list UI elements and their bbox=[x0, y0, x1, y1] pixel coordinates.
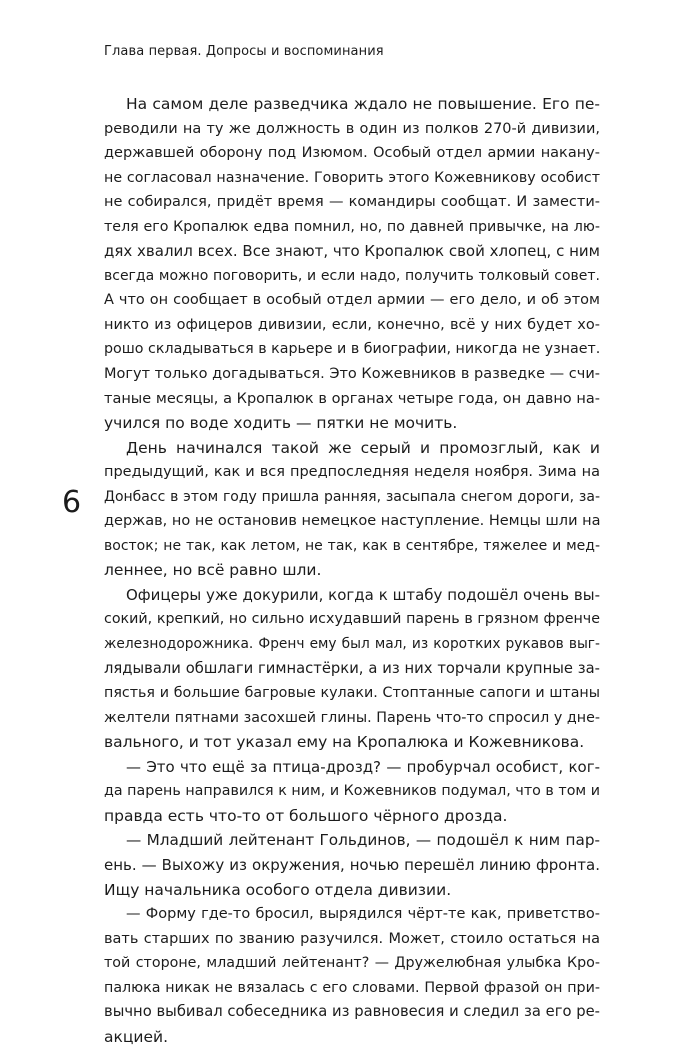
text-line: Донбасс в этом году пришла ранняя, засыпала снегом дороги, за- bbox=[104, 488, 600, 505]
text-line: Офицеры уже докурили, когда к штабу подошёл очень вы- bbox=[126, 585, 600, 604]
text-line: не собирался, придёт время — командиры сообщат. И замести- bbox=[104, 194, 600, 211]
text-line: правда есть что-то от большого чёрного дрозда. bbox=[104, 806, 508, 825]
text-line: ень. — Выхожу из окружения, ночью перешёл линию фронта. bbox=[104, 855, 600, 874]
text-line: сокий, крепкий, но сильно исхудавший парень в грязном френче bbox=[104, 611, 600, 628]
paragraph bbox=[104, 755, 600, 829]
text-line: рошо складываться в карьере и в биографии, никогда не узнает. bbox=[104, 341, 601, 358]
paragraph bbox=[104, 828, 600, 902]
text-line: учился по воде ходить — пятки не мочить. bbox=[104, 414, 458, 433]
text-line: предыдущий, как и вся предпоследняя неделя ноября. Зима на bbox=[104, 464, 600, 481]
page-number: 6 bbox=[62, 485, 82, 520]
text-line: держав, но не остановив немецкое наступление. Немцы шли на bbox=[104, 513, 601, 530]
text-line: никто из офицеров дивизии, если, конечно, всё у них будет хо- bbox=[104, 316, 600, 333]
paragraph bbox=[104, 92, 600, 436]
text-line: День начинался такой же серый и промозглый, как и bbox=[126, 438, 600, 457]
text-line: акцией. bbox=[104, 1027, 169, 1046]
text-line: леннее, но всё равно шли. bbox=[104, 561, 322, 580]
text-line: таные месяцы, а Кропалюк в органах четыре года, он давно на- bbox=[104, 390, 600, 407]
running-head: Глава первая. Допросы и воспоминания bbox=[104, 44, 384, 59]
text-line: — Форму где-то бросил, вырядился чёрт-те как, приветство- bbox=[126, 906, 600, 923]
text-line: Ищу начальника особого отдела дивизии. bbox=[104, 880, 452, 899]
text-line: пястья и большие багровые кулаки. Стоптанные сапоги и штаны bbox=[104, 685, 600, 702]
text-line: вального, и тот указал ему на Кропалюка и Кожевникова. bbox=[104, 733, 585, 752]
paragraph bbox=[104, 902, 600, 1049]
text-line: той стороне, младший лейтенант? — Дружелюбная улыбка Кро- bbox=[104, 955, 600, 972]
text-line: всегда можно поговорить, и если надо, получить толковый совет. bbox=[104, 267, 600, 284]
text-line: лядывали обшлаги гимнастёрки, а из них торчали крупные за- bbox=[104, 659, 600, 677]
text-line: На самом деле разведчика ждало не повышение. Его пе- bbox=[126, 95, 600, 113]
text-line: — Младший лейтенант Гольдинов, — подошёл к ним пар- bbox=[126, 831, 600, 850]
text-line: железнодорожника. Френч ему был мал, из коротких рукавов выг- bbox=[104, 636, 600, 653]
text-line: державшей оборону под Изюмом. Особый отдел армии накану- bbox=[104, 145, 600, 162]
text-line: вать старших по званию разучился. Может, стоило остаться на bbox=[104, 930, 600, 947]
text-line: да парень направился к ним, и Кожевников подумал, что в том и bbox=[104, 783, 600, 800]
text-line: реводили на ту же должность в один из полков 270-й дивизии, bbox=[104, 120, 600, 137]
text-line: — Это что ещё за птица-дрозд? — пробурчал особист, ког- bbox=[126, 757, 600, 776]
text-line: дях хвалил всех. Все знают, что Кропалюк свой хлопец, с ним bbox=[104, 242, 600, 261]
paragraph bbox=[104, 583, 600, 755]
body-text bbox=[104, 92, 600, 1049]
text-line: палюка никак не вязалась с его словами. Первой фразой он при- bbox=[104, 979, 600, 996]
text-line: теля его Кропалюк едва помнил, но, по давней привычке, на лю- bbox=[104, 218, 600, 235]
text-line: желтели пятнами засохшей глины. Парень что-то спросил у дне- bbox=[104, 709, 600, 726]
text-line: восток; не так, как летом, не так, как в сентябре, тяжелее и мед- bbox=[104, 537, 600, 554]
text-line: вычно выбивал собеседника из равновесия и следил за его ре- bbox=[104, 1003, 600, 1021]
text-line: Могут только догадываться. Это Кожевников в разведке — счи- bbox=[104, 366, 600, 383]
text-line: А что он сообщает в особый отдел армии — его дело, и об этом bbox=[104, 292, 600, 309]
text-line: не согласовал назначение. Говорить этого Кожевникову особист bbox=[104, 169, 600, 186]
paragraph bbox=[104, 436, 600, 583]
